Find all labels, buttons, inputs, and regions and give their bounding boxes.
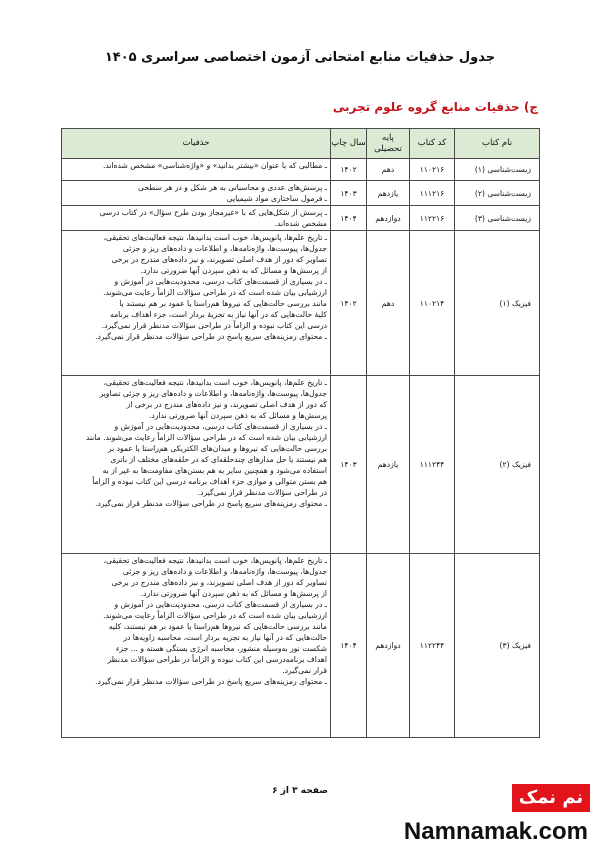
section-title: ج) حذفیات منابع گروه علوم تجربی bbox=[332, 100, 538, 114]
deletion-line: از پرسش‌ها و مسائل که به ذهن سپردن آنها ضرورتی ندارد. bbox=[140, 589, 327, 598]
header-print-year: سال چاپ bbox=[331, 129, 367, 159]
deletion-line: ـ در بسیاری از قسمت‌های کتاب درسی، محدودیت‌هایی در آموزش و bbox=[114, 277, 327, 286]
print-year: ۱۴۰۴ bbox=[331, 554, 367, 738]
book-name: زیست‌شناسی (۲) bbox=[455, 181, 540, 206]
table-row bbox=[62, 376, 540, 554]
deletion-line: ـ پرسش‌های عددی و محاسباتی به هر شکل و در هر سطحی bbox=[137, 183, 327, 192]
header-deletions: حذفیات bbox=[62, 129, 331, 159]
book-code: ۱۱۰۲۱۴ bbox=[410, 231, 455, 376]
table-row bbox=[62, 181, 540, 206]
book-name: زیست‌شناسی (۳) bbox=[455, 206, 540, 231]
deletion-line: قرار نمی‌گیرد. bbox=[282, 666, 327, 675]
deletion-line: مانند بررسی حالت‌هایی که نیروها هم‌راستا یا عمود بر هم نیستند، کلیه bbox=[108, 622, 327, 631]
print-year: ۱۴۰۲ bbox=[331, 159, 367, 181]
deletion-line: مشخص شده‌اند. bbox=[274, 219, 327, 228]
deletion-line: ـ تاریخ علم‌ها، پانویس‌ها، خوب است بدانیدها، نتیجه فعالیت‌های تحقیقی، bbox=[103, 378, 327, 387]
deletions-cell bbox=[62, 206, 331, 231]
deletion-line: شکست نور به‌وسیله منشور، محاسبه انرژی بستگی هسته و ... جزء bbox=[115, 644, 327, 653]
deletion-line: درسی این کتاب نبوده و الزاماً در طراحی سؤالات مدنظر قرار نمی‌گیرد. bbox=[101, 321, 327, 330]
deletions-cell bbox=[62, 376, 331, 554]
deletion-line: در طراحی سؤالات مدنظر قرار نمی‌گیرد. bbox=[197, 488, 327, 497]
table-row bbox=[62, 159, 540, 181]
print-year: ۱۴۰۲ bbox=[331, 231, 367, 376]
deletion-line: ـ در بسیاری از قسمت‌های کتاب درسی، محدودیت‌هایی در آموزش و bbox=[114, 600, 327, 609]
print-year: ۱۴۰۳ bbox=[331, 376, 367, 554]
deletions-cell bbox=[62, 554, 331, 738]
book-code: ۱۱۱۲۴۴ bbox=[410, 376, 455, 554]
deletion-line: هم بستن متوالی و موازی جزء اهداف برنامه درسی این کتاب نبوده و الزاماً bbox=[92, 477, 327, 486]
page-number: صفحه ۳ از ۶ bbox=[272, 786, 328, 796]
book-name: فیزیک (۲) bbox=[455, 376, 540, 554]
deletion-line: استفاده می‌شود و همچنین سایر به هم بستن‌های مقاومت‌ها به غیر از به bbox=[102, 466, 327, 475]
deletion-line: کلیهٔ حالت‌هایی که در آنها نیاز به تجزیهٔ بردار است، جزء اهداف برنامه bbox=[110, 310, 327, 319]
namnamak-logo: نم نمک bbox=[512, 784, 590, 812]
grade: دهم bbox=[367, 159, 410, 181]
book-code: ۱۱۲۲۴۴ bbox=[410, 554, 455, 738]
deletion-line: تصاویر که دور از هدف اصلی تصویرند، و نیز داده‌های مندرج در برخی bbox=[111, 255, 327, 264]
header-book-code: کد کتاب bbox=[410, 129, 455, 159]
table-row bbox=[62, 554, 540, 738]
deletion-line: پرسش‌ها و مسائل که به ذهن سپردن آنها ضرورتی ندارد. bbox=[148, 411, 327, 420]
table-header-row bbox=[62, 129, 540, 159]
header-book-name: نام کتاب bbox=[455, 129, 540, 159]
deletion-line: ـ مطالبی که با عنوان «بیشتر بدانید» و «واژه‌شناسی» مشخص شده‌اند. bbox=[102, 161, 327, 170]
grade: یازدهم bbox=[367, 181, 410, 206]
deletion-line: مانند بررسی حالت‌هایی که نیروها هم‌راستا یا عمود بر هم نیستند یا bbox=[119, 299, 327, 308]
deletions-cell bbox=[62, 159, 331, 181]
deletion-line: ـ تاریخ علم‌ها، پانویس‌ها، خوب است بدانیدها، نتیجه فعالیت‌های تحقیقی، bbox=[103, 556, 327, 565]
deletion-line: از پرسش‌ها و مسائل که به ذهن سپردن آنها ضرورتی ندارد. bbox=[140, 266, 327, 275]
deletion-line: ـ محتوای رمزینه‌های سریع پاسخ در طراحی سؤالات مدنظر قرار نمی‌گیرد. bbox=[95, 677, 327, 686]
print-year: ۱۴۰۴ bbox=[331, 206, 367, 231]
grade: یازدهم bbox=[367, 376, 410, 554]
deletion-line: حالت‌هایی که در آنها نیاز به تجزیه بردار است، محاسبه زاویه‌ها در bbox=[123, 633, 327, 642]
namnamak-site-name: Namnamak.com bbox=[403, 818, 588, 845]
deletion-line: تصاویر که دور از هدف اصلی تصویرند، و نیز داده‌های مندرج در برخی bbox=[111, 578, 327, 587]
deletion-line: ـ در بسیاری از قسمت‌های کتاب درسی، محدودیت‌هایی در آموزش و bbox=[114, 422, 327, 431]
deletions-table bbox=[61, 128, 540, 738]
deletion-line: ـ محتوای رمزینه‌های سریع پاسخ در طراحی سؤالات مدنظر قرار نمی‌گیرد. bbox=[95, 499, 327, 508]
deletions-cell bbox=[62, 181, 331, 206]
grade: دوازدهم bbox=[367, 554, 410, 738]
deletion-line: اهداف برنامه‌درسی این کتاب نبوده و الزاماً در طراحی سؤالات مدنظر bbox=[107, 655, 327, 664]
book-name: زیست‌شناسی (۱) bbox=[455, 159, 540, 181]
grade: دهم bbox=[367, 231, 410, 376]
deletions-cell bbox=[62, 231, 331, 376]
deletion-line: ارزشیابی بیان شده است که در طراحی سؤالات الزاماً رعایت می‌شوند. bbox=[103, 611, 327, 620]
book-name: فیزیک (۱) bbox=[455, 231, 540, 376]
deletion-line: بررسی حالت‌هایی که نیروها و میدان‌های الکتریکی هم‌راستا یا عمود بر bbox=[107, 444, 327, 453]
table-row bbox=[62, 231, 540, 376]
deletion-line: جدول‌ها، پیوست‌ها، واژه‌نامه‌ها، و اطلاعات و داده‌های ریز و جزئی bbox=[122, 244, 327, 253]
deletion-line: ـ پرسش از شکل‌هایی که با «غیرمجاز بودن طرح سؤال» در کتاب درسی bbox=[99, 208, 327, 217]
deletion-line: ـ تاریخ علم‌ها، پانویس‌ها، خوب است بدانیدها، نتیجه فعالیت‌های تحقیقی، bbox=[103, 233, 327, 242]
deletion-line: جدول‌ها، پیوست‌ها، واژه‌نامه‌ها، و اطلاعات و داده‌های ریز و جزئی bbox=[122, 567, 327, 576]
book-code: ۱۱۲۲۱۶ bbox=[410, 206, 455, 231]
deletion-line: ارزشیابی بیان شده است که در طراحی سؤالات الزاماً رعایت می‌شوند. bbox=[103, 288, 327, 297]
book-code: ۱۱۰۲۱۶ bbox=[410, 159, 455, 181]
table-row bbox=[62, 206, 540, 231]
deletion-line: هم نیستند یا حل مدارهای چندحلقه‌ای که در حلقه‌های مختلف از باتری bbox=[110, 455, 327, 464]
grade: دوازدهم bbox=[367, 206, 410, 231]
header-grade: پایه تحصیلی bbox=[367, 129, 410, 159]
book-name: فیزیک (۳) bbox=[455, 554, 540, 738]
deletion-line: ارزشیابی بیان شده است که در طراحی سؤالات الزاماً رعایت می‌شوند. مانند bbox=[85, 433, 327, 442]
print-year: ۱۴۰۳ bbox=[331, 181, 367, 206]
page-title: جدول حذفیات منابع امتحانی آزمون اختصاصی سراسری ۱۴۰۵ bbox=[104, 50, 496, 65]
book-code: ۱۱۱۲۱۶ bbox=[410, 181, 455, 206]
deletion-line: ـ فرمول ساختاری مواد شیمیایی bbox=[226, 194, 327, 203]
deletion-line: جدول‌ها، پیوست‌ها، واژه‌نامه‌ها، و اطلاعات و داده‌های ریز و جزئی تصاویر bbox=[99, 389, 327, 398]
deletion-line: که دور از هدف اصلی تصویرند، و نیز داده‌های مندرج در برخی از bbox=[126, 400, 327, 409]
deletion-line: ـ محتوای رمزینه‌های سریع پاسخ در طراحی سؤالات مدنظر قرار نمی‌گیرد. bbox=[95, 332, 327, 341]
